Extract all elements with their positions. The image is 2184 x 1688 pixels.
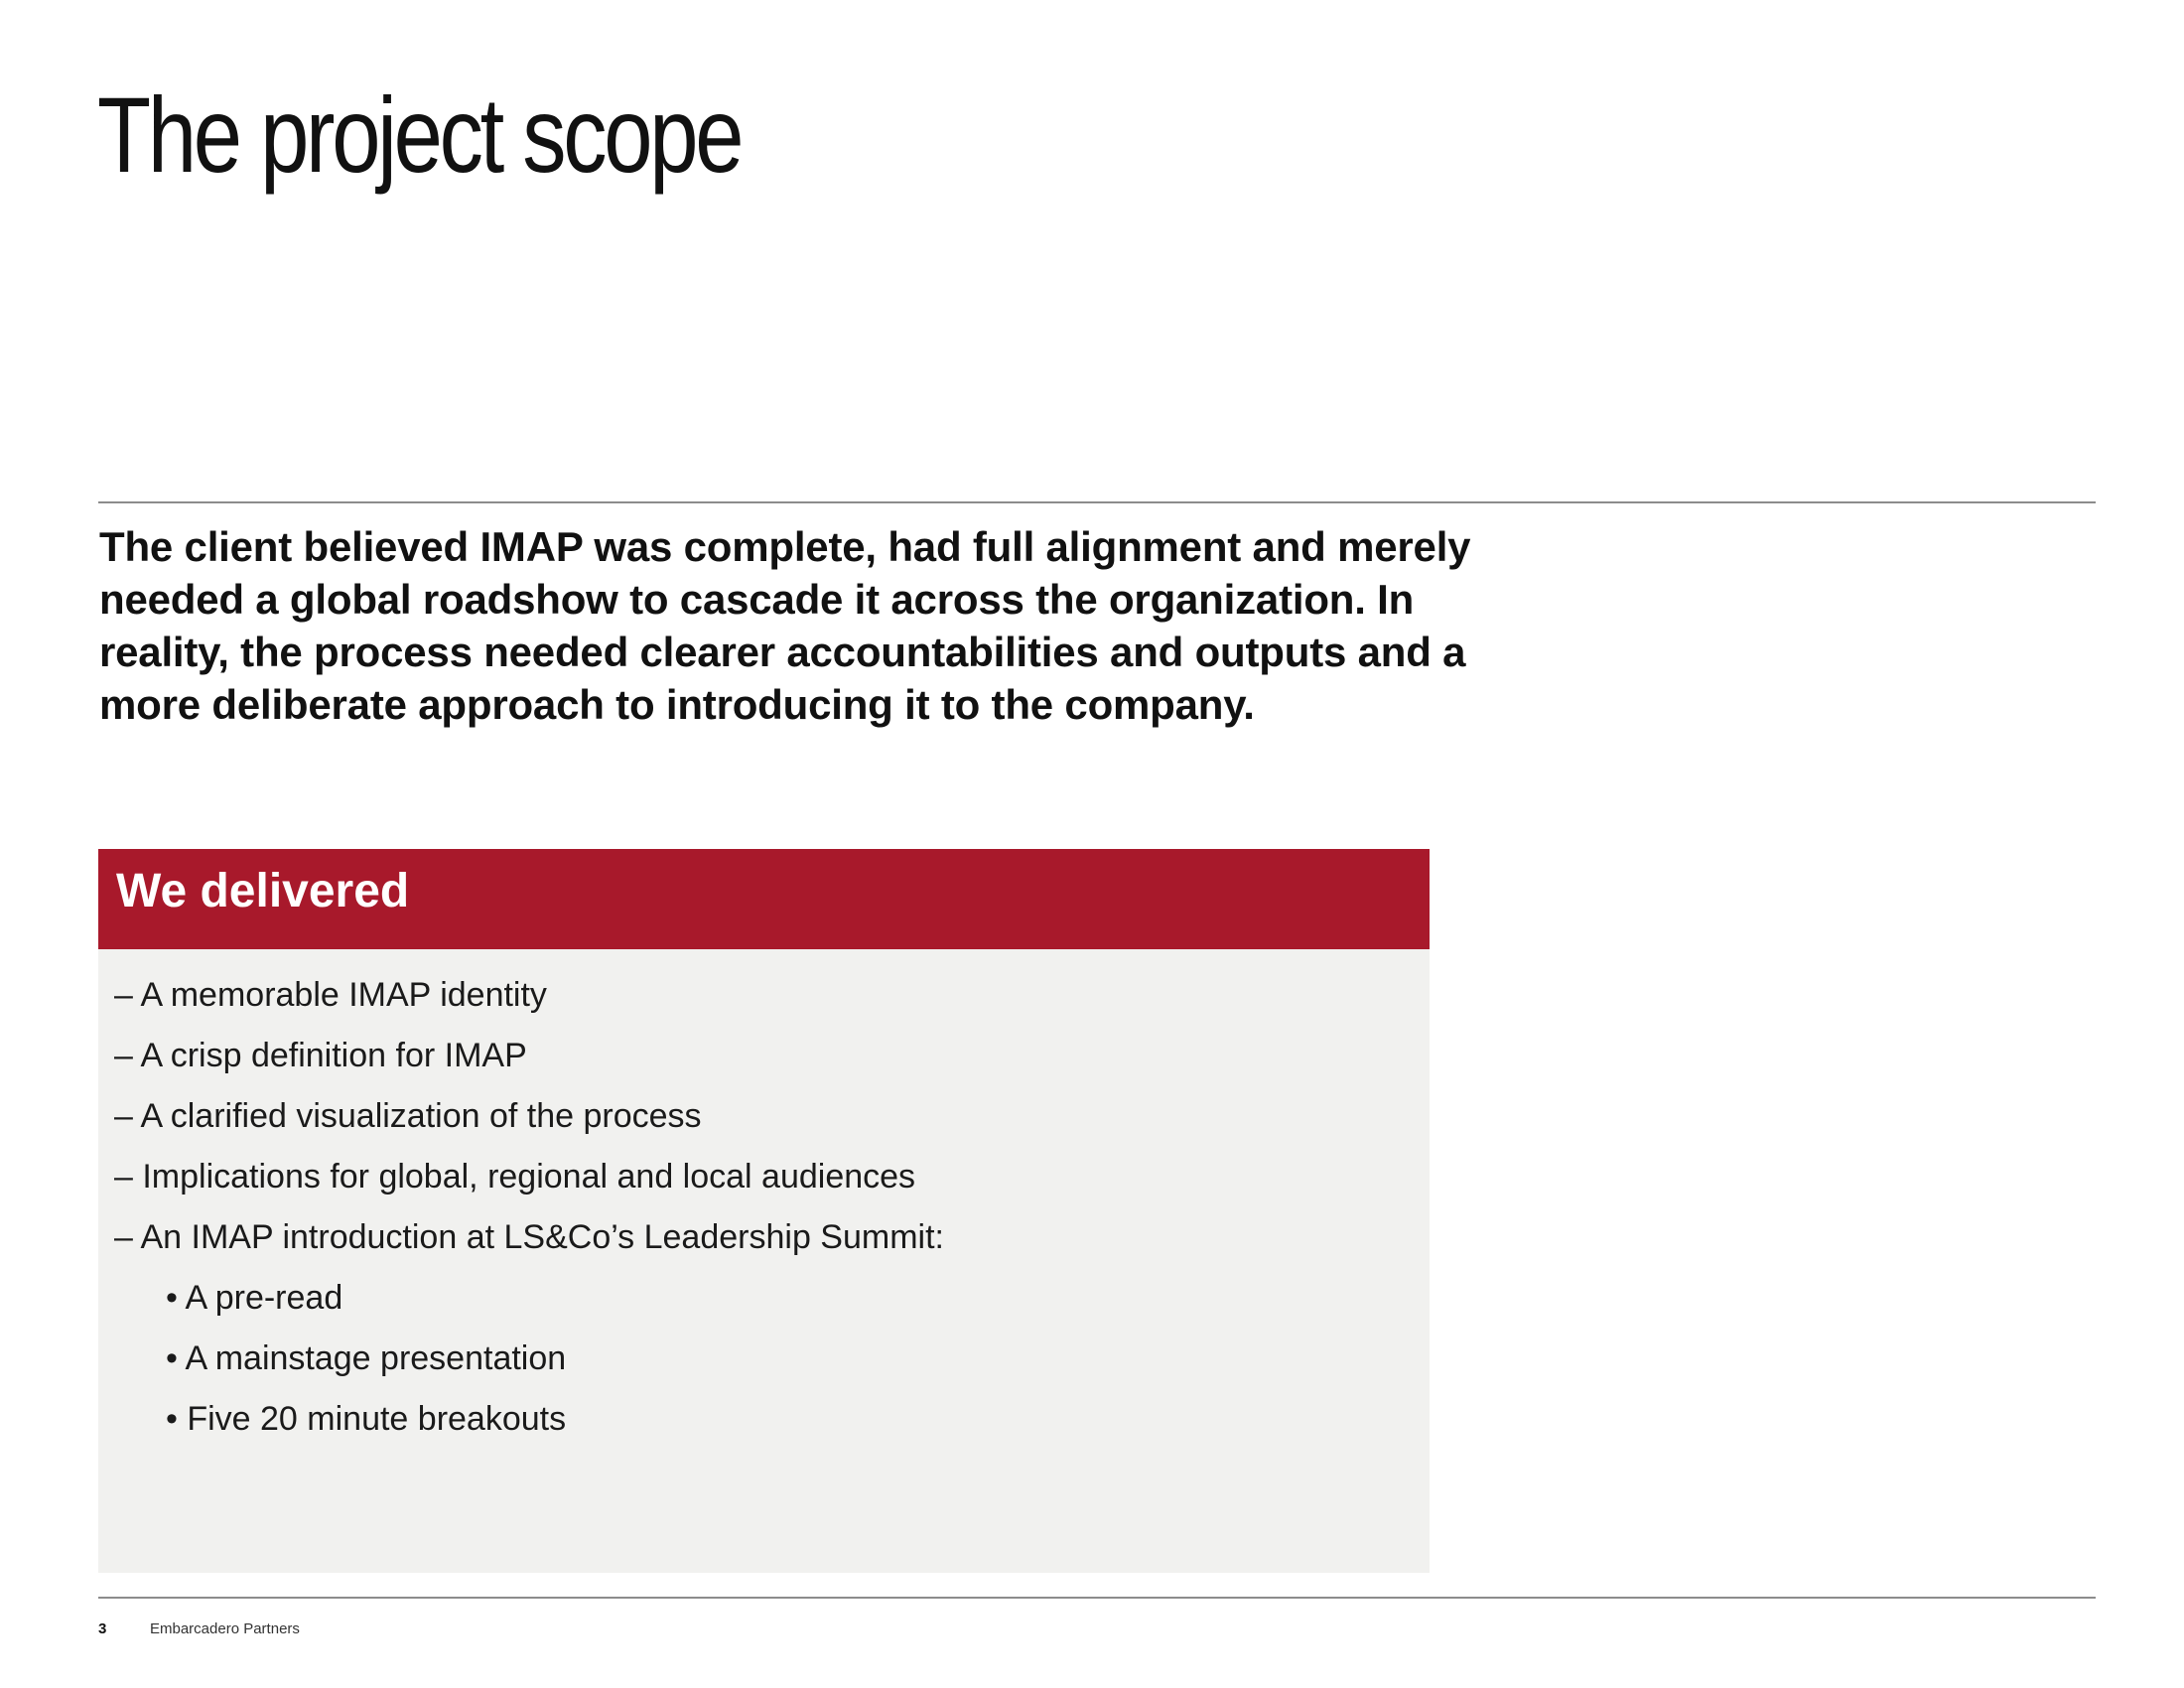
- list-item: – An IMAP introduction at LS&Co’s Leadership Summit:: [114, 1218, 944, 1256]
- page-number: 3: [98, 1620, 107, 1637]
- delivered-panel: [98, 849, 1430, 1573]
- list-item: – Implications for global, regional and local audiences: [114, 1158, 916, 1196]
- panel-header: [98, 849, 1430, 949]
- panel-heading: We delivered: [116, 865, 410, 917]
- bottom-divider: [98, 1597, 2096, 1599]
- list-item: – A crisp definition for IMAP: [114, 1037, 527, 1074]
- page-title: The project scope: [97, 74, 742, 195]
- footer-company: Embarcadero Partners: [150, 1620, 300, 1637]
- top-divider: [98, 501, 2096, 503]
- list-item: – A memorable IMAP identity: [114, 976, 547, 1014]
- sub-list-item: • Five 20 minute breakouts: [166, 1400, 567, 1438]
- delivered-list: [114, 965, 944, 1450]
- list-item: – A clarified visualization of the process: [114, 1097, 702, 1135]
- sub-list-item: • A pre-read: [166, 1279, 343, 1317]
- lead-paragraph: The client believed IMAP was complete, had full alignment and merely needed a global roadshow to cascade it across the organization. In reality, the process needed clearer accountabilities and outputs and a more deliberate approach to introducing it to the company.: [99, 523, 1471, 728]
- sub-list-item: • A mainstage presentation: [166, 1339, 567, 1377]
